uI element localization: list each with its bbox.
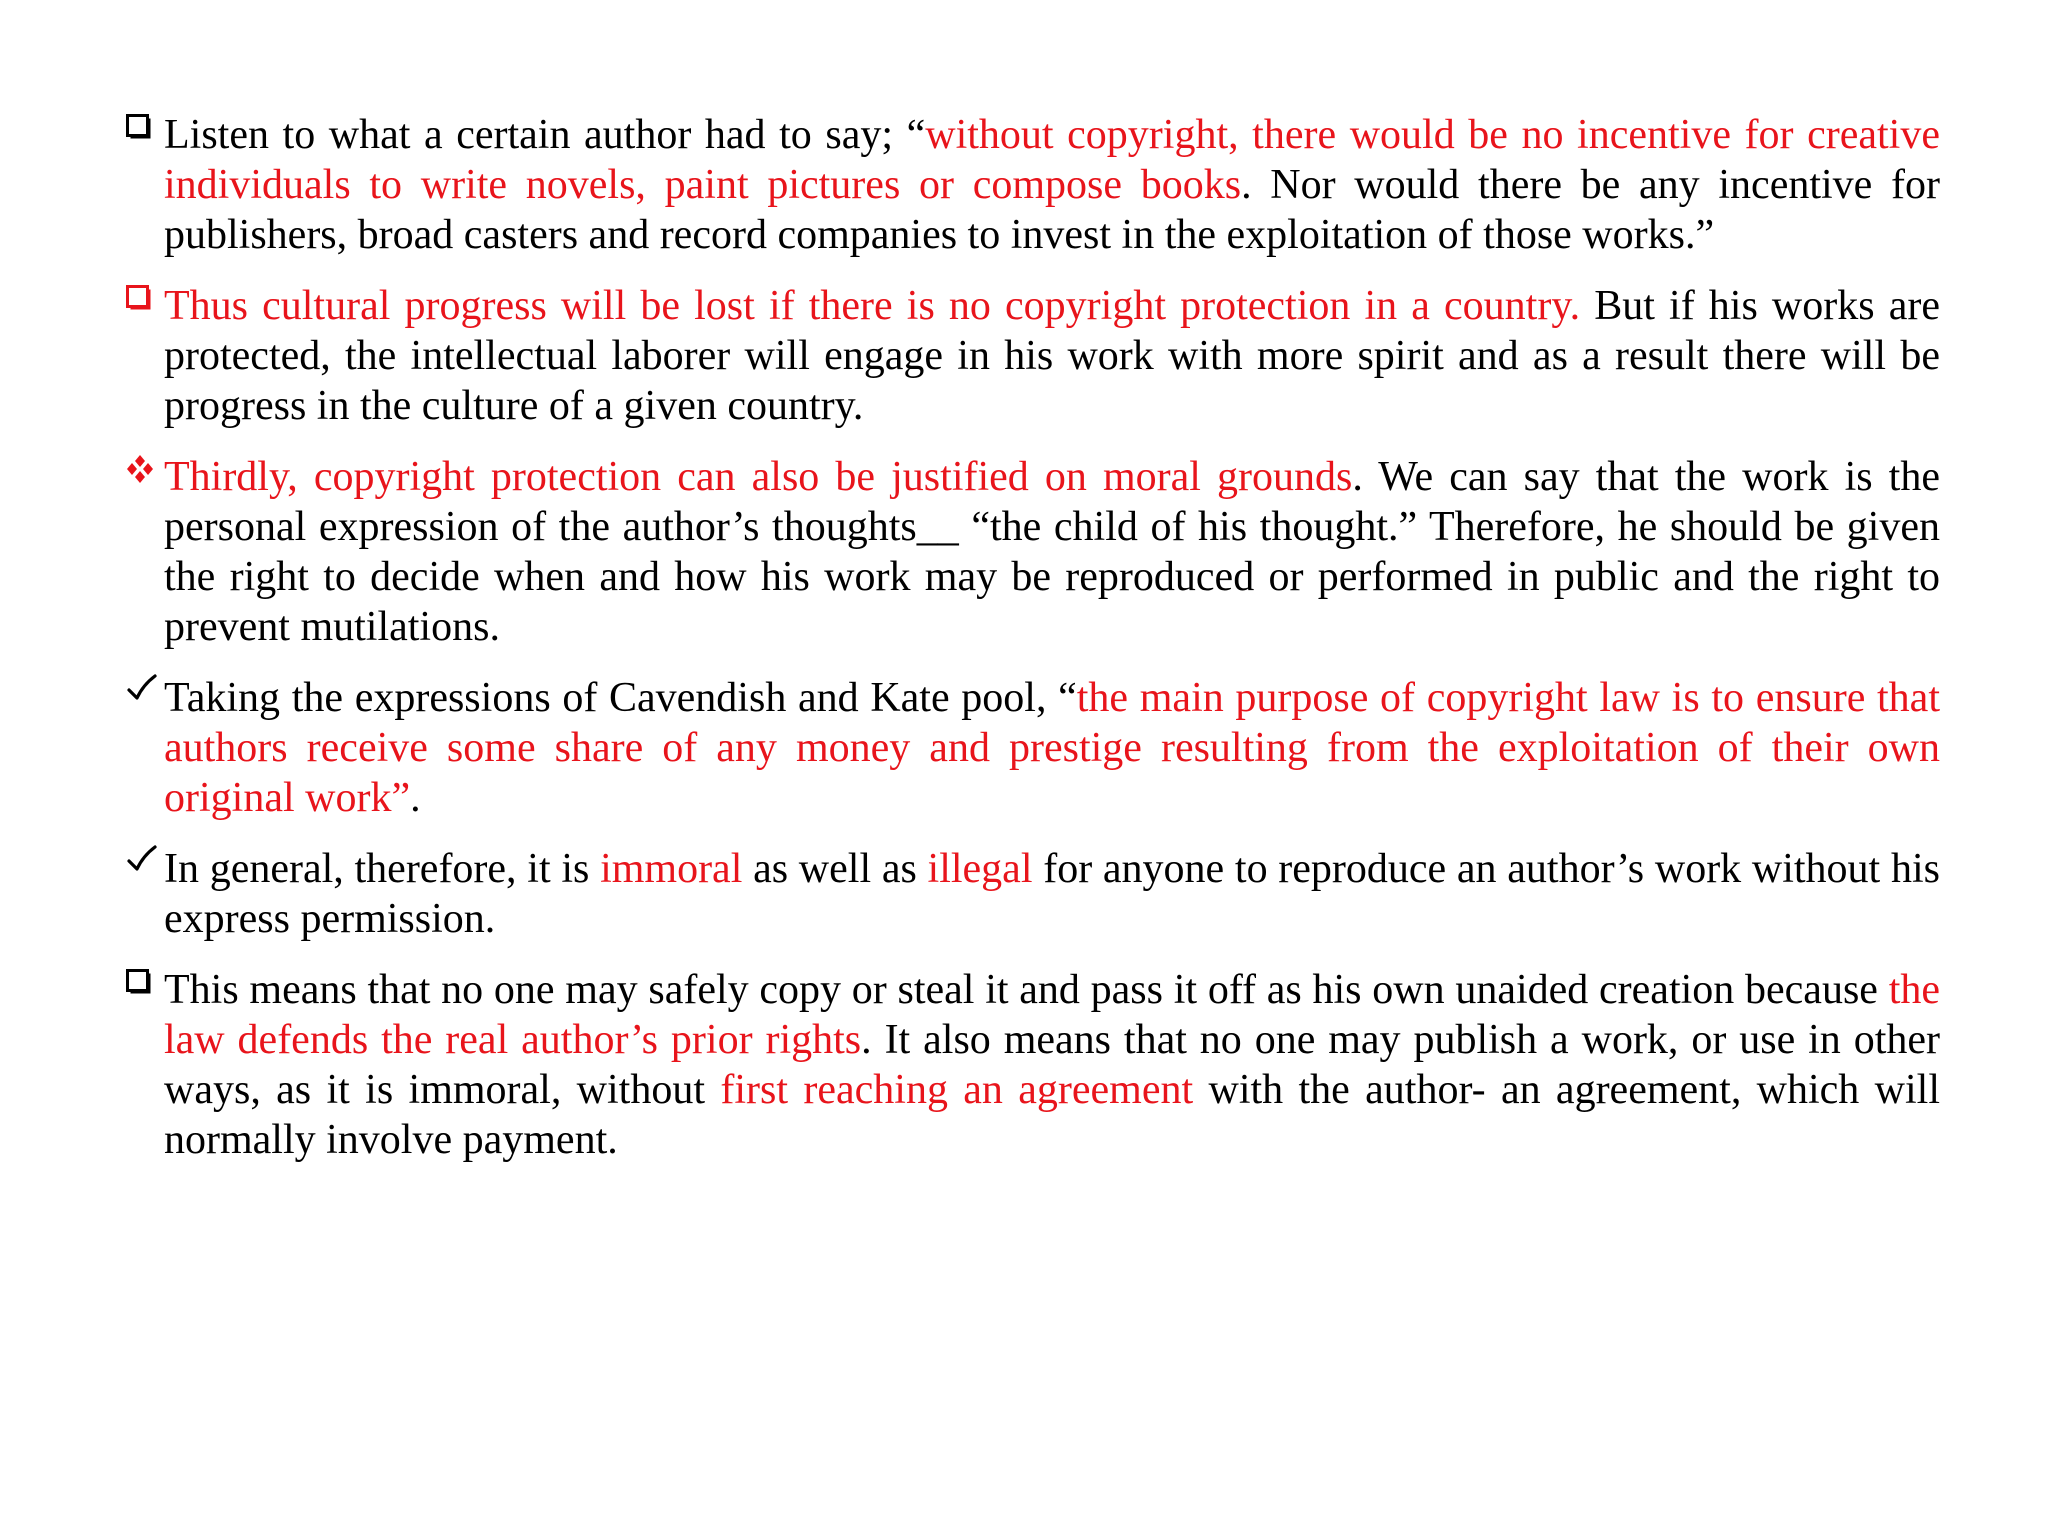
bullet-item xyxy=(122,844,1940,944)
bullet-highlight: without copyright, there would be no incentive for creative individuals to write novels, paint pictures or compose books xyxy=(164,112,1940,208)
bullet-text: as well as xyxy=(742,846,928,892)
bullet-highlight: illegal xyxy=(927,846,1033,892)
bullet-text: . We can say that the work is the personal expression of the author’s thoughts__ “the child of his thought.” Therefore, he should be given the right to decide when and how his work may be reproduced or performed in public and the right to prevent mutilations. xyxy=(164,454,1940,650)
shadowed-square-icon xyxy=(126,281,162,331)
bullet-list xyxy=(122,110,1940,1186)
bullet-highlight: Thirdly, copyright protection can also be justified on moral grounds xyxy=(164,454,1353,500)
bullet-text: In general, therefore, it is xyxy=(164,846,601,892)
bullet-highlight: Thus cultural progress will be lost if there is no copyright protection in a country. xyxy=(164,283,1581,329)
shadowed-square-icon xyxy=(126,965,162,1015)
bullet-text: . xyxy=(410,775,421,821)
bullet-text: . Nor would there be any incentive for publishers, broad casters and record companies to invest in the exploitation of those works.” xyxy=(164,162,1941,258)
bullet-item xyxy=(122,452,1940,652)
bullet-text: . It also means that no one may publish a work, or use in other ways, as it is immoral, without xyxy=(164,1017,1941,1113)
bullet-highlight: the main purpose of copyright law is to ensure that authors receive some share of any money and prestige resulting from the exploitation of their own original work” xyxy=(164,675,1940,821)
bullet-item xyxy=(122,673,1940,823)
bullet-text: Taking the expressions of Cavendish and Kate pool, “ xyxy=(164,675,1077,721)
checkmark-icon xyxy=(126,673,162,723)
bullet-highlight: the law defends the real author’s prior rights xyxy=(164,967,1940,1063)
bullet-item xyxy=(122,281,1940,431)
bullet-text: Listen to what a certain author had to say; “ xyxy=(164,112,926,158)
bullet-text: for anyone to reproduce an author’s work without his express permission. xyxy=(164,846,1940,942)
four-diamond-icon xyxy=(126,452,162,502)
bullet-highlight: first reaching an agreement xyxy=(720,1067,1194,1113)
bullet-text: with the author- an agreement, which will normally involve payment. xyxy=(164,1067,1940,1163)
shadowed-square-icon xyxy=(126,110,162,160)
bullet-item xyxy=(122,965,1940,1165)
bullet-text: But if his works are protected, the intellectual laborer will engage in his work with more spirit and as a result there will be progress in the culture of a given country. xyxy=(164,283,1940,429)
checkmark-icon xyxy=(126,844,162,894)
bullet-item xyxy=(122,110,1940,260)
bullet-text: This means that no one may safely copy or steal it and pass it off as his own unaided creation because xyxy=(164,967,1889,1013)
bullet-highlight: immoral xyxy=(600,846,743,892)
